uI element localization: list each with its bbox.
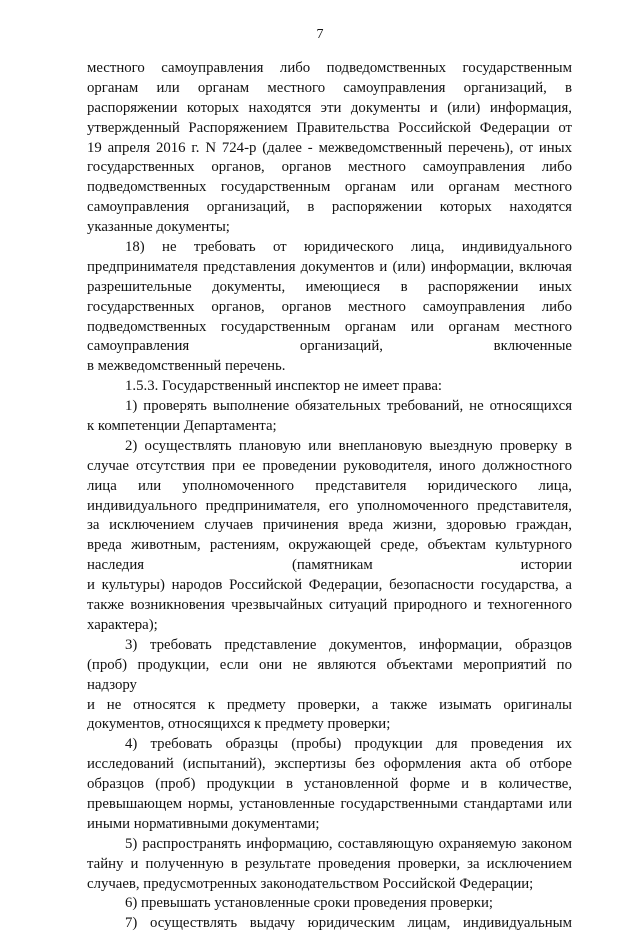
text-line: надзору xyxy=(87,676,137,693)
text-line: (проб) продукции, если они не являются объектами мероприятий по xyxy=(87,656,572,673)
text-line: характера); xyxy=(87,616,158,633)
text-line: документов, относящихся к предмету проверки; xyxy=(87,716,391,733)
page-number: 7 xyxy=(316,27,324,42)
text-line: индивидуального предпринимателя, его уполномоченного представителя, xyxy=(87,497,572,514)
text-line: случаев, предусмотренных законодательством Российской Федерации; xyxy=(87,875,534,892)
text-line: самоуправления организаций, в распоряжении которых находятся xyxy=(87,199,572,216)
text-line: вреда животным, растениям, окружающей среде, объектам культурного xyxy=(87,537,572,554)
text-line: образцов (проб) продукции в установленной форме и в количестве, xyxy=(87,776,572,793)
text-line: государственных органов, органов местного самоуправления либо xyxy=(87,159,572,176)
text-line: распоряжении которых находятся эти документы и (или) информация, xyxy=(87,99,572,116)
text-line: подведомственных государственным органам или органам местного xyxy=(87,318,572,335)
text-line: случае отсутствия при ее проведении руководителя, иного должностного xyxy=(87,457,572,474)
text-line: также возникновения чрезвычайных ситуаций природного и техногенного xyxy=(87,597,572,614)
text-line: предпринимателя представления документов и (или) информации, включая xyxy=(87,258,572,275)
text-line: 19 апреля 2016 г. N 724-р (далее - межведомственный перечень), от иных xyxy=(87,139,572,156)
text-line: превышающем нормы, установленные государственными стандартами или xyxy=(87,795,572,812)
text-line: к компетенции Департамента; xyxy=(87,418,277,435)
text-line: 7) осуществлять выдачу юридическим лицам, индивидуальным xyxy=(125,915,572,932)
text-line: 2) осуществлять плановую или внеплановую выездную проверку в xyxy=(125,437,572,454)
text-line: органам или органам местного самоуправления организаций, в xyxy=(87,79,572,96)
text-line: 3) требовать представление документов, информации, образцов xyxy=(125,636,572,653)
text-line: исследований (испытаний), экспертизы без оформления акта об отборе xyxy=(87,756,572,773)
text-line: разрешительные документы, имеющиеся в распоряжении иных xyxy=(87,278,572,295)
text-line: подведомственных государственным органам или органам местного xyxy=(87,179,572,196)
text-line: за исключением случаев причинения вреда жизни, здоровью граждан, xyxy=(87,517,572,534)
text-line: 1) проверять выполнение обязательных требований, не относящихся xyxy=(125,398,572,415)
text-line: государственных органов, органов местного самоуправления либо xyxy=(87,298,572,315)
text-line: и культуры) народов Российской Федерации, безопасности государства, а xyxy=(87,577,572,594)
text-line: самоуправления организаций, включенные xyxy=(87,338,572,355)
text-line: 1.5.3. Государственный инспектор не имеет права: xyxy=(125,378,443,395)
text-line: 5) распространять информацию, составляющую охраняемую законом xyxy=(125,835,572,852)
text-line: иными нормативными документами; xyxy=(87,815,320,832)
text-line: лица или уполномоченного представителя юридического лица, xyxy=(87,477,572,494)
text-line: указанные документы; xyxy=(87,219,230,236)
text-line: 18) не требовать от юридического лица, индивидуального xyxy=(125,239,572,256)
text-line: местного самоуправления либо подведомственных государственным xyxy=(87,60,572,76)
text-line: утвержденный Распоряжением Правительства Российской Федерации от xyxy=(87,119,572,136)
document-body xyxy=(87,59,572,934)
text-line: и не относятся к предмету проверки, а также изымать оригиналы xyxy=(87,696,572,713)
text-line: в межведомственный перечень. xyxy=(87,358,286,375)
text-line: 6) превышать установленные сроки проведения проверки; xyxy=(125,895,494,912)
text-line: наследия (памятникам истории xyxy=(87,557,572,574)
text-line: тайну и полученную в результате проведения проверки, за исключением xyxy=(87,855,572,872)
text-line: 4) требовать образцы (пробы) продукции для проведения их xyxy=(125,736,572,753)
